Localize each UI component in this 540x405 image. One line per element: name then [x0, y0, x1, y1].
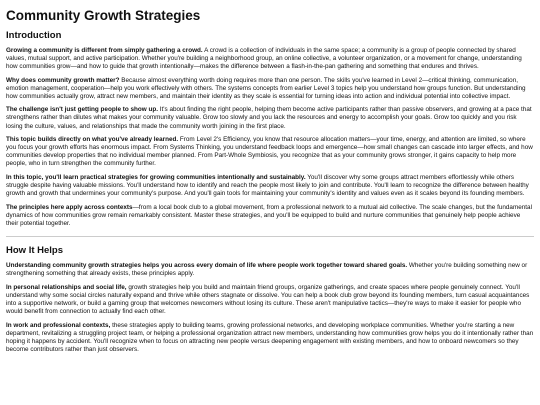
paragraph-body: —from a local book club to a global movement, from a professional network to a mutual aid collective. The scale changes, but the fundamental dynamics of how communities grow remain remarkably consistent. Master these strategies, and you'll be equipped to build and nurture communities that genuinely help people achieve their potential together.: [6, 203, 532, 227]
paragraph: [6, 174, 534, 198]
paragraph-body: A crowd is a collection of individuals in the same space; a community is a group of people connected by shared values, mutual support, and active participation. Whether you're building a neighborhood group, an online collective, a volunteer organization, or a movement for change, understanding how communities grow—and how to guide that growth intentionally—makes the difference between a flash-in-the-pan gathering and something that endures and thrives.: [6, 46, 522, 71]
paragraph-body: You'll discover why some groups attract members effortlessly while others struggle despite having valuable missions. You'll understand how to identify and reach the people most likely to join and contribute. You'll learn to recognize the difference between healthy growth and growth that undermines your community's purpose. And you'll gain tools for maintaining your community's identity and values even as it scales beyond its founding members.: [6, 173, 529, 198]
paragraph-lead: Why does community growth matter?: [6, 76, 120, 84]
paragraph-lead: Understanding community growth strategies helps you across every domain of life where people work together toward shared goals.: [6, 262, 408, 270]
section-how-it-helps: [6, 245, 534, 354]
paragraph-lead: In work and professional contexts,: [6, 321, 111, 329]
paragraph-body: From Level 2's Efficiency, you know that resource allocation matters—your time, energy, and attention are limited, so where you focus your growth efforts has enormous impact. From Systems Thinking, you understand feedback loops and emergence—how small changes can cascade into larger effects, and how communities develop properties that no individual member planned. From Part-Whole Symbiosis, you recognize that as your community grows stronger, it gains capacity to help more people, who in turn strengthen the community further.: [6, 136, 533, 168]
paragraph-lead: The challenge isn't just getting people to show up.: [6, 106, 159, 114]
paragraph: [6, 77, 534, 101]
section-divider: [6, 236, 534, 237]
paragraph-lead: Growing a community is different from simply gathering a crowd.: [6, 46, 203, 54]
paragraph-body: these strategies apply to building teams, growing professional networks, and developing workplace communities. Whether you're starting a new department, revitalizing a struggling project team, or helping a professional organization attract new members, understanding how communities grow helps you do it intentionally rather than hoping it happens by accident. You'll recognize when to focus on attracting new people versus deepening engagement with existing members, and how to onboard newcomers so they become contributors rather than just observers.: [6, 321, 534, 354]
paragraph: [6, 136, 534, 168]
paragraph-body: Because almost everything worth doing requires more than one person. The skills you've learned in Level 2—critical thinking, communication, emotion management, cooperation—help you work effectively with others. The systems concepts from earlier Level 3 topics help you understand how groups function. But understanding how communities actually grow, attract new members, and maintain their identity as they scale is essential for turning ideas into action and individual potential into collective impact.: [6, 76, 526, 100]
paragraph: [6, 204, 534, 228]
paragraph-body: It's about finding the right people, helping them become active participants rather than passive observers, and growing at a pace that strengthens rather than dilutes what makes your community valuable. Grow too slowly and you lack the resources and energy to accomplish your goals. Grow too quickly and you risk losing the culture, values, and relationships that made the community worth joining in the first place.: [6, 106, 532, 130]
paragraph: [6, 284, 534, 316]
page-title: Community Growth Strategies: [6, 8, 201, 23]
paragraph-body: Whether you're building something new or strengthening something that already exists, these principles apply.: [6, 262, 528, 278]
paragraph: [6, 322, 534, 354]
paragraph-lead: The principles here apply across contexts: [6, 203, 133, 211]
paragraph: [6, 262, 534, 278]
section-heading-how-it-helps: How It Helps: [6, 244, 64, 256]
section-introduction: [6, 30, 534, 228]
paragraph-lead: In this topic, you'll learn practical strategies for growing communities intentionally and sustainably.: [6, 173, 306, 181]
paragraph-body: growth strategies help you build and maintain friend groups, organize gatherings, and create spaces where people genuinely connect. You'll understand why some social circles naturally expand and thrive while others stagnate or dissolve. You can help a book club grow beyond its founding members, turn casual acquaintances into a supportive network, or build a gaming group that welcomes newcomers without losing its culture. These aren't manipulative tactics—they're ways to make it easier for people who would benefit from connection to actually find each other.: [6, 283, 530, 316]
paragraph: [6, 47, 534, 71]
paragraph-lead: In personal relationships and social life,: [6, 283, 127, 291]
section-heading-introduction: Introduction: [6, 29, 62, 41]
paragraph-lead: This topic builds directly on what you've already learned.: [6, 136, 179, 144]
paragraph: [6, 106, 534, 130]
